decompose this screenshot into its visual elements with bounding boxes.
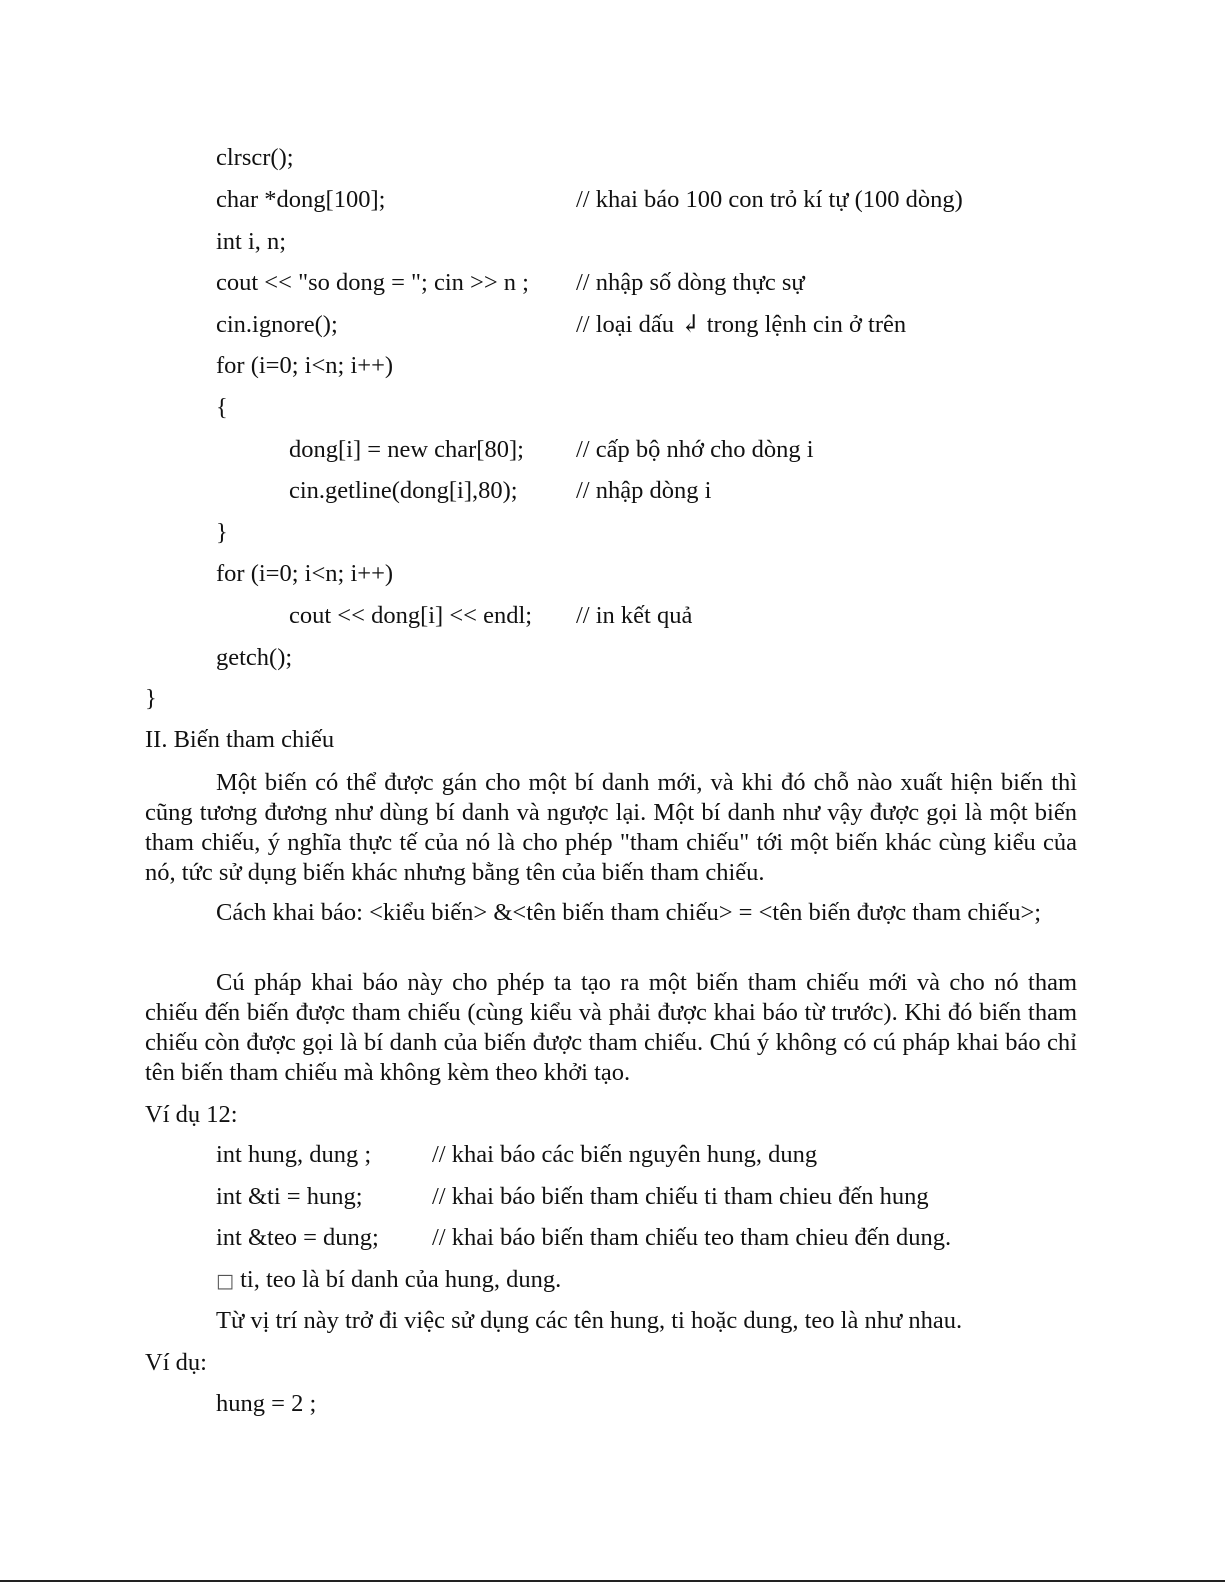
code-line: getch(); — [216, 644, 293, 671]
code-comment: // nhập dòng i — [576, 477, 712, 504]
code-line: cout << "so dong = "; cin >> n ; — [216, 269, 529, 296]
code-line: dong[i] = new char[80]; — [289, 436, 524, 463]
code-line: hung = 2 ; — [216, 1390, 317, 1417]
page-bottom-rule — [0, 1580, 1225, 1582]
bullet-text: ti, teo là bí danh của hung, dung. — [240, 1266, 562, 1293]
paragraph — [145, 968, 1077, 1088]
example-label: Ví dụ: — [145, 1349, 207, 1376]
code-line: int &ti = hung; — [216, 1183, 363, 1210]
code-line: char *dong[100]; — [216, 186, 386, 213]
code-line: clrscr(); — [216, 144, 294, 171]
paragraph-text: Một biến có thể được gán cho một bí danh mới, và khi đó chỗ nào xuất hiện biến thì cũng tương đương như dùng bí danh và ngược lại. Một bí danh như vậy được gọi là một biến tham chiếu, ý nghĩa thực tế của nó là cho phép "tham chiếu" tới một biến khác cùng kiểu của nó, tức sử dụng biến khác nhưng bằng tên của biến tham chiếu. — [145, 769, 1077, 886]
code-line: cin.ignore(); — [216, 311, 338, 338]
bullet-line — [216, 1265, 561, 1296]
paragraph-text: Cách khai báo: <kiểu biến> &<tên biến tham chiếu> = <tên biến được tham chiếu>; — [216, 899, 1042, 926]
code-comment: // khai báo các biến nguyên hung, dung — [432, 1141, 818, 1168]
code-comment: // khai báo biến tham chiếu teo tham chieu đến dung. — [432, 1224, 952, 1251]
code-line: { — [216, 394, 228, 421]
code-comment: // nhập số dòng thực sự — [576, 269, 805, 296]
code-line: } — [145, 685, 157, 712]
code-line: for (i=0; i<n; i++) — [216, 560, 394, 587]
code-comment: // in kết quả — [576, 602, 693, 629]
code-line: } — [216, 519, 228, 546]
text-line: Từ vị trí này trở đi việc sử dụng các tên hung, ti hoặc dung, teo là như nhau. — [216, 1307, 963, 1334]
bullet-box-icon: □ — [216, 1270, 234, 1292]
code-line: int hung, dung ; — [216, 1141, 372, 1168]
code-comment: // loại dấu ↲ trong lệnh cin ở trên — [576, 311, 907, 338]
code-line: for (i=0; i<n; i++) — [216, 352, 394, 379]
paragraph — [145, 768, 1077, 888]
code-line: int i, n; — [216, 228, 287, 255]
code-line: int &teo = dung; — [216, 1224, 379, 1251]
code-comment: // khai báo biến tham chiếu ti tham chieu đến hung — [432, 1183, 929, 1210]
example-label: Ví dụ 12: — [145, 1101, 238, 1128]
paragraph — [145, 898, 1077, 928]
code-comment: // khai báo 100 con trỏ kí tự (100 dòng) — [576, 186, 963, 213]
code-line: cout << dong[i] << endl; — [289, 602, 533, 629]
code-comment: // cấp bộ nhớ cho dòng i — [576, 436, 814, 463]
code-line: cin.getline(dong[i],80); — [289, 477, 518, 504]
paragraph-text: Cú pháp khai báo này cho phép ta tạo ra một biến tham chiếu mới và cho nó tham chiếu đến biến được tham chiếu (cùng kiểu và phải được khai báo từ trước). Khi đó biến tham chiếu còn được gọi là bí danh của biến được tham chiếu. Chú ý không có cú pháp khai báo chỉ tên biến tham chiếu mà không kèm theo khởi tạo. — [145, 969, 1077, 1086]
section-title: II. Biến tham chiếu — [145, 726, 335, 753]
